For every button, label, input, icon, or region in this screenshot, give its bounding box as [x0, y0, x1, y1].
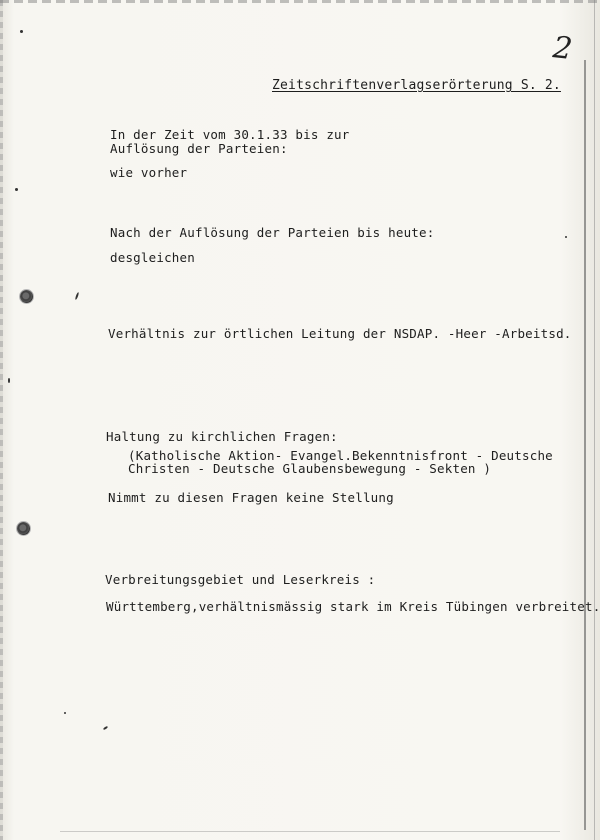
left-edge-shadow [0, 0, 3, 840]
ink-speck [8, 378, 10, 383]
right-edge-line [584, 60, 586, 830]
document-heading: Zeitschriftenverlagserörterung S. 2. [272, 78, 561, 93]
bottom-edge-line [60, 831, 560, 832]
period-value: wie vorher [110, 165, 188, 180]
period-label-line1: In der Zeit vom 30.1.33 bis zur [110, 127, 350, 142]
after-dissolution-label: Nach der Auflösung der Parteien bis heute: [110, 225, 435, 240]
ink-speck [565, 236, 567, 238]
distribution-label: Verbreitungsgebiet und Leserkreis : [105, 572, 376, 587]
ink-speck [20, 30, 23, 33]
punch-hole-icon [20, 290, 33, 303]
nsdap-relation-label: Verhältnis zur örtlichen Leitung der NSDAP. -Heer -Arbeitsd. [108, 326, 572, 341]
top-edge-shadow [0, 0, 600, 3]
punch-hole-icon [17, 522, 30, 535]
page-number: 2 [551, 30, 574, 67]
church-questions-detail-line2: Christen - Deutsche Glaubensbewegung - Sekten ) [128, 461, 492, 476]
ink-speck [64, 712, 66, 714]
period-label-line2: Auflösung der Parteien: [110, 141, 288, 156]
ink-speck [75, 292, 80, 300]
right-edge-line-outer [594, 0, 595, 840]
church-questions-value: Nimmt zu diesen Fragen keine Stellung [108, 490, 394, 505]
church-questions-detail-line1: (Katholische Aktion- Evangel.Bekenntnisfront - Deutsche [128, 448, 553, 463]
distribution-value: Württemberg,verhältnismässig stark im Kreis Tübingen verbreitet. [106, 599, 600, 614]
after-dissolution-value: desgleichen [110, 250, 195, 265]
ink-speck [103, 726, 108, 731]
church-questions-label: Haltung zu kirchlichen Fragen: [106, 429, 338, 444]
ink-speck [15, 188, 18, 191]
